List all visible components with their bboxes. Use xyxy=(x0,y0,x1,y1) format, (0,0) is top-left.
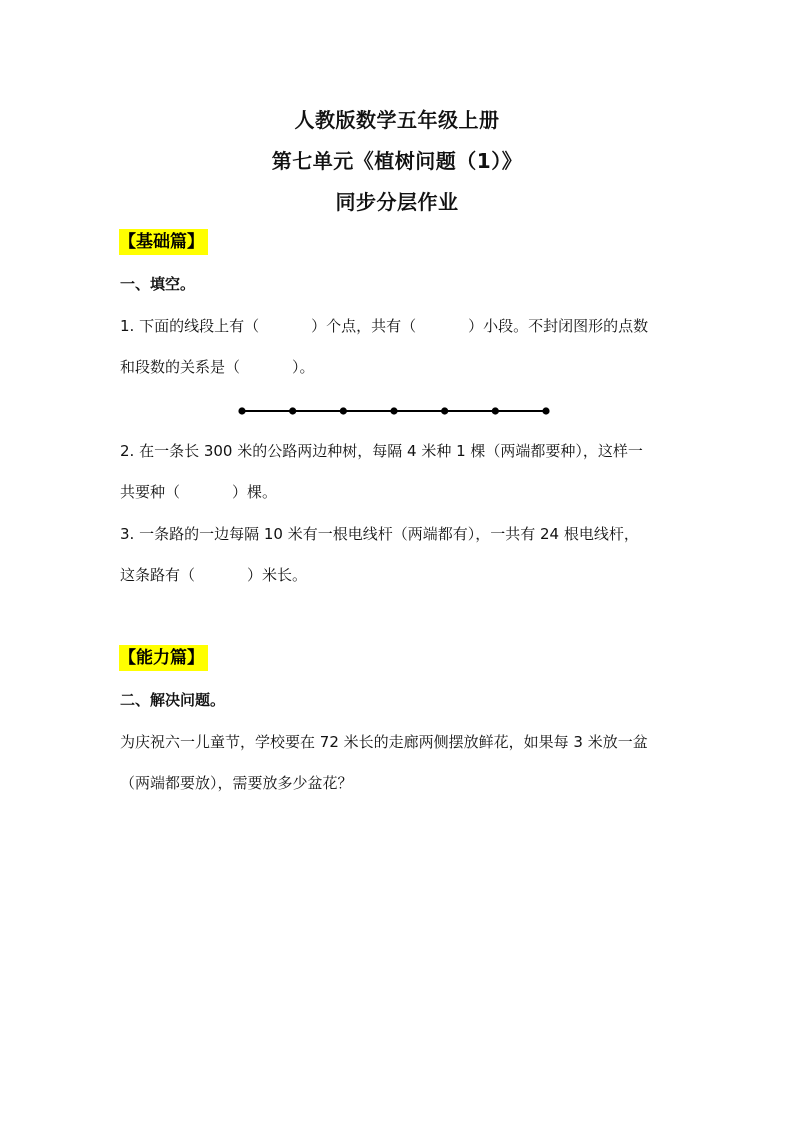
fill-blank-heading: 一、填空。 xyxy=(120,275,196,293)
question-1-line-2 xyxy=(120,357,680,377)
question-3-line-1: 3. 一条路的一边每隔 10 米有一根电线杆（两端都有），一共有 24 根电线杆， xyxy=(120,525,639,543)
q1-text-c: ）小段。不封闭图形的点数 xyxy=(468,317,649,335)
segment-point xyxy=(390,407,397,414)
segment-point xyxy=(238,407,245,414)
segment-point xyxy=(441,407,448,414)
question-1-line-1 xyxy=(120,316,680,336)
problem-line-2: （两端都要放），需要放多少盆花？ xyxy=(120,774,353,792)
segment-point xyxy=(289,407,296,414)
basic-section-tag: 【基础篇】 xyxy=(119,229,208,255)
title-line-1: 人教版数学五年级上册 xyxy=(294,108,500,132)
line-segment-diagram xyxy=(236,401,552,421)
problem-line-1: 为庆祝六一儿童节，学校要在 72 米长的走廊两侧摆放鲜花，如果每 3 米放一盆 xyxy=(120,733,648,751)
q3-text-a: 这条路有（ xyxy=(120,566,196,584)
title-line-3: 同步分层作业 xyxy=(335,190,459,214)
q2-text-b: ）棵。 xyxy=(232,483,278,501)
segment-point xyxy=(542,407,549,414)
q1-text-a: 1. 下面的线段上有（ xyxy=(120,317,260,335)
ability-section-tag: 【能力篇】 xyxy=(119,645,208,671)
question-2-line-2 xyxy=(120,482,680,502)
solve-problems-heading: 二、解决问题。 xyxy=(120,691,226,709)
question-3-line-2 xyxy=(120,565,680,585)
q2-text-a: 共要种（ xyxy=(120,483,181,501)
segment-point xyxy=(340,407,347,414)
title-line-2: 第七单元《植树问题（1）》 xyxy=(271,149,523,173)
q1-text-d: 和段数的关系是（ xyxy=(120,358,241,376)
q3-text-b: ）米长。 xyxy=(247,566,308,584)
segment-point xyxy=(492,407,499,414)
q1-text-e: ）。 xyxy=(292,358,315,376)
q1-text-b: ）个点，共有（ xyxy=(311,317,417,335)
question-2-line-1: 2. 在一条长 300 米的公路两边种树，每隔 4 米种 1 棵（两端都要种），这样一 xyxy=(120,442,643,460)
